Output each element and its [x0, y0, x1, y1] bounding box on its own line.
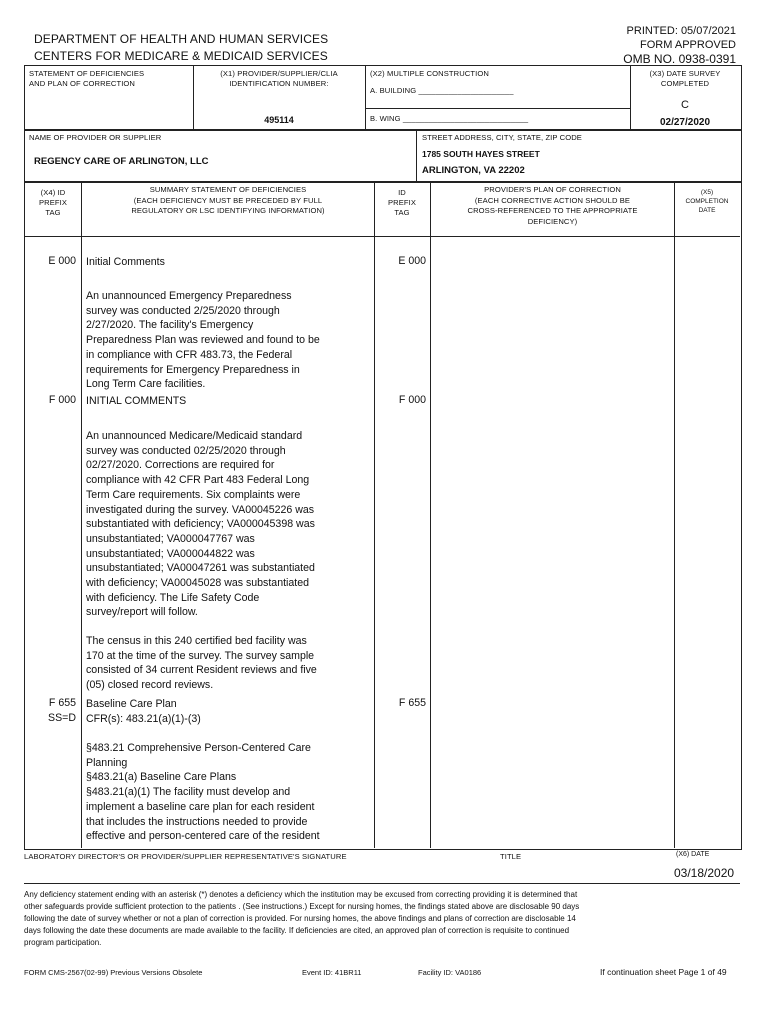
f000-id: F 000 [398, 394, 426, 406]
x2-label: (X2) MULTIPLE CONSTRUCTION [370, 69, 489, 78]
signature-date: 03/18/2020 [674, 866, 735, 880]
page-indicator: If continuation sheet Page 1 of 49 [600, 967, 727, 977]
provider-number: 495114 [264, 115, 294, 125]
address-label: STREET ADDRESS, CITY, STATE, ZIP CODE [422, 133, 582, 142]
e000-body: An unannounced Emergency Preparedness survey was conducted 2/25/2020 through 2/27/2020. The facility's Emergency Preparedness Plan was reviewed and found to be in compliance with CFR 483.73, the Federal requirements for Emergency Preparedness in Long Term Care facilities. [86, 290, 320, 391]
provider-name-label: NAME OF PROVIDER OR SUPPLIER [29, 133, 162, 142]
form-number: FORM CMS-2567(02-99) Previous Versions Obsolete [24, 968, 203, 977]
summary-header: SUMMARY STATEMENT OF DEFICIENCIES (EACH DEFICIENCY MUST BE PRECEDED BY FULL REGULATORY OR LSC IDENTIFYING INFORMATION) [131, 185, 325, 215]
form-approved: FORM APPROVED [640, 39, 736, 51]
printed-block [623, 24, 736, 66]
signature-label: LABORATORY DIRECTOR'S OR PROVIDER/SUPPLIER REPRESENTATIVE'S SIGNATURE [24, 852, 347, 861]
f655-title: Baseline Care Plan [86, 698, 177, 710]
x4-header: (X4) ID PREFIX TAG [38, 188, 68, 217]
city-state-zip: ARLINGTON, VA 22202 [422, 165, 525, 176]
event-id: Event ID: 41BR11 [302, 968, 362, 977]
f655-body: §483.21 Comprehensive Person-Centered Care Planning §483.21(a) Baseline Care Plans §483.21(a)(1) The facility must develop and implement a baseline care plan for each resident that includes the instructions needed to provide effective and person-centered care of the resident [86, 742, 320, 843]
disclosure-footnote: Any deficiency statement ending with an asterisk (*) denotes a deficiency which the institution may be excused from correcting providing it is determined that other safeguards provide sufficient protection to the patients . (See instructions.) Except for nursing homes, the findings stated above are disclosable 90 days following the date of survey whether or not a plan of correction is provided. For nursing homes, the above findings and plans of correction are disclosable 14 days following the date these documents are made available to the facility. If deficiencies are cited, an approved plan of correction is requisite to continued program participation. [24, 890, 580, 947]
plan-header: PROVIDER'S PLAN OF CORRECTION (EACH CORRECTIVE ACTION SHOULD BE CROSS-REFERENCED TO THE APPROPRIATE DEFICIENCY) [467, 185, 638, 226]
printed-date: PRINTED: 05/07/2021 [626, 25, 736, 37]
facility-id: Facility ID: VA0186 [418, 968, 482, 977]
x1-label: (X1) PROVIDER/SUPPLIER/CLIA IDENTIFICATION NUMBER: [220, 69, 338, 88]
x6-date-label: (X6) DATE [676, 851, 710, 858]
agency-name: CENTERS FOR MEDICARE & MEDICAID SERVICES [34, 49, 328, 63]
statement-label: STATEMENT OF DEFICIENCIES AND PLAN OF CORRECTION [29, 69, 145, 88]
e000-tag: E 000 [48, 255, 76, 267]
f000-tag: F 000 [48, 394, 76, 406]
survey-type-letter: C [681, 99, 689, 111]
department-name: DEPARTMENT OF HEALTH AND HUMAN SERVICES [34, 32, 329, 46]
street-address: 1785 SOUTH HAYES STREET [422, 149, 540, 159]
f655-tag: F 655 [48, 697, 76, 709]
e000-title: Initial Comments [86, 256, 165, 268]
x5-header: (X5) COMPLETION DATE [685, 189, 729, 214]
f655-id: F 655 [398, 697, 426, 709]
provider-name: REGENCY CARE OF ARLINGTON, LLC [34, 156, 209, 167]
wing-label: B. WING _____________________________ [370, 114, 529, 123]
x3-label: (X3) DATE SURVEY COMPLETED [649, 69, 721, 88]
f655-scope-severity: SS=D [48, 712, 76, 724]
survey-completed-date: 02/27/2020 [659, 117, 711, 128]
title-label: TITLE [500, 852, 522, 861]
census-body: The census in this 240 certified bed facility was 170 at the time of the survey. The survey sample consisted of 34 current Resident reviews and five (05) closed record reviews. [86, 635, 317, 692]
f000-body: An unannounced Medicare/Medicaid standard survey was conducted 02/25/2020 through 02/27/2020. Corrections are required for compliance with 42 CFR Part 483 Federal Long Term Care requirements. Six complaints were investigated during the survey. VA00045226 was substantiated with deficiency; VA000045398 was unsubstantiated; VA000047767 was unsubstantiated; VA000044822 was unsubstantiated; VA00047261 was substantiated with deficiency; VA00045028 was substantiated with deficiency. The Life Safety Code survey/report will follow. [86, 430, 315, 619]
building-label: A. BUILDING ______________________ [370, 86, 514, 95]
omb-number: OMB NO. 0938-0391 [623, 52, 736, 66]
id-header: ID PREFIX TAG [387, 188, 417, 217]
f655-cfr: CFR(s): 483.21(a)(1)-(3) [86, 713, 201, 725]
f000-title: INITIAL COMMENTS [86, 395, 187, 407]
e000-id: E 000 [398, 255, 426, 267]
